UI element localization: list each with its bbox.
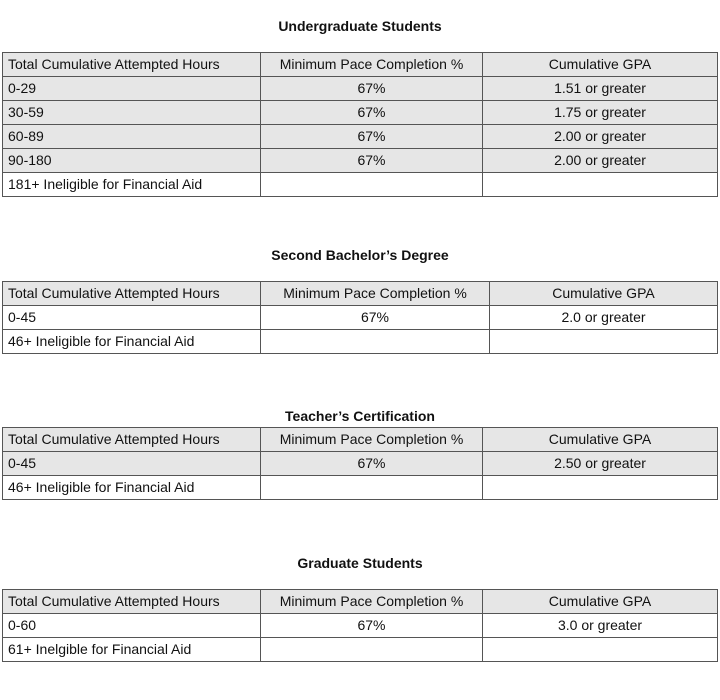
table-row: [3, 101, 718, 125]
table-row: [3, 306, 718, 330]
table-row: [3, 614, 718, 638]
section-title-teachers-certification: Teacher’s Certification: [285, 408, 435, 424]
table-row: [3, 77, 718, 101]
cell-pace: 67%: [261, 452, 483, 476]
header-gpa: Cumulative GPA: [490, 282, 718, 306]
header-gpa: Cumulative GPA: [483, 590, 718, 614]
table-header-row: [3, 428, 718, 452]
header-pace: Minimum Pace Completion %: [261, 590, 483, 614]
cell-hours: 0-29: [3, 77, 261, 101]
header-gpa: Cumulative GPA: [483, 428, 718, 452]
header-pace: Minimum Pace Completion %: [261, 53, 483, 77]
cell-pace: [261, 173, 483, 197]
header-hours: Total Cumulative Attempted Hours: [3, 282, 261, 306]
table-row: [3, 125, 718, 149]
header-hours: Total Cumulative Attempted Hours: [3, 590, 261, 614]
cell-pace: [261, 638, 483, 662]
table-graduate: [2, 589, 718, 662]
cell-gpa: [490, 330, 718, 354]
table-teachers-certification: [2, 427, 718, 500]
cell-gpa: 1.51 or greater: [483, 77, 718, 101]
table-row: [3, 330, 718, 354]
table-row: [3, 173, 718, 197]
cell-gpa: [483, 638, 718, 662]
cell-hours: 181+ Ineligible for Financial Aid: [3, 173, 261, 197]
header-hours: Total Cumulative Attempted Hours: [3, 428, 261, 452]
cell-gpa: 2.50 or greater: [483, 452, 718, 476]
cell-hours: 61+ Inelgible for Financial Aid: [3, 638, 261, 662]
cell-hours: 46+ Ineligible for Financial Aid: [3, 476, 261, 500]
cell-pace: 67%: [261, 125, 483, 149]
cell-gpa: 2.00 or greater: [483, 149, 718, 173]
cell-gpa: 3.0 or greater: [483, 614, 718, 638]
cell-gpa: 2.0 or greater: [490, 306, 718, 330]
cell-pace: [261, 476, 483, 500]
cell-pace: [261, 330, 490, 354]
header-hours: Total Cumulative Attempted Hours: [3, 53, 261, 77]
cell-hours: 90-180: [3, 149, 261, 173]
cell-pace: 67%: [261, 77, 483, 101]
table-row: [3, 149, 718, 173]
header-gpa: Cumulative GPA: [483, 53, 718, 77]
table-header-row: [3, 53, 718, 77]
table-header-row: [3, 282, 718, 306]
table-row: [3, 638, 718, 662]
section-title-graduate: Graduate Students: [297, 555, 423, 571]
cell-pace: 67%: [261, 306, 490, 330]
header-pace: Minimum Pace Completion %: [261, 282, 490, 306]
table-row: [3, 452, 718, 476]
table-row: [3, 476, 718, 500]
cell-hours: 60-89: [3, 125, 261, 149]
cell-gpa: 2.00 or greater: [483, 125, 718, 149]
table-header-row: [3, 590, 718, 614]
cell-hours: 0-45: [3, 452, 261, 476]
cell-hours: 0-45: [3, 306, 261, 330]
header-pace: Minimum Pace Completion %: [261, 428, 483, 452]
cell-gpa: [483, 173, 718, 197]
cell-pace: 67%: [261, 614, 483, 638]
section-title-undergraduate: Undergraduate Students: [278, 18, 442, 34]
cell-pace: 67%: [261, 101, 483, 125]
cell-hours: 46+ Ineligible for Financial Aid: [3, 330, 261, 354]
cell-hours: 0-60: [3, 614, 261, 638]
section-title-second-bachelors: Second Bachelor’s Degree: [271, 247, 449, 263]
table-second-bachelors: [2, 281, 718, 354]
cell-gpa: 1.75 or greater: [483, 101, 718, 125]
cell-gpa: [483, 476, 718, 500]
cell-hours: 30-59: [3, 101, 261, 125]
table-undergraduate: [2, 52, 718, 197]
cell-pace: 67%: [261, 149, 483, 173]
